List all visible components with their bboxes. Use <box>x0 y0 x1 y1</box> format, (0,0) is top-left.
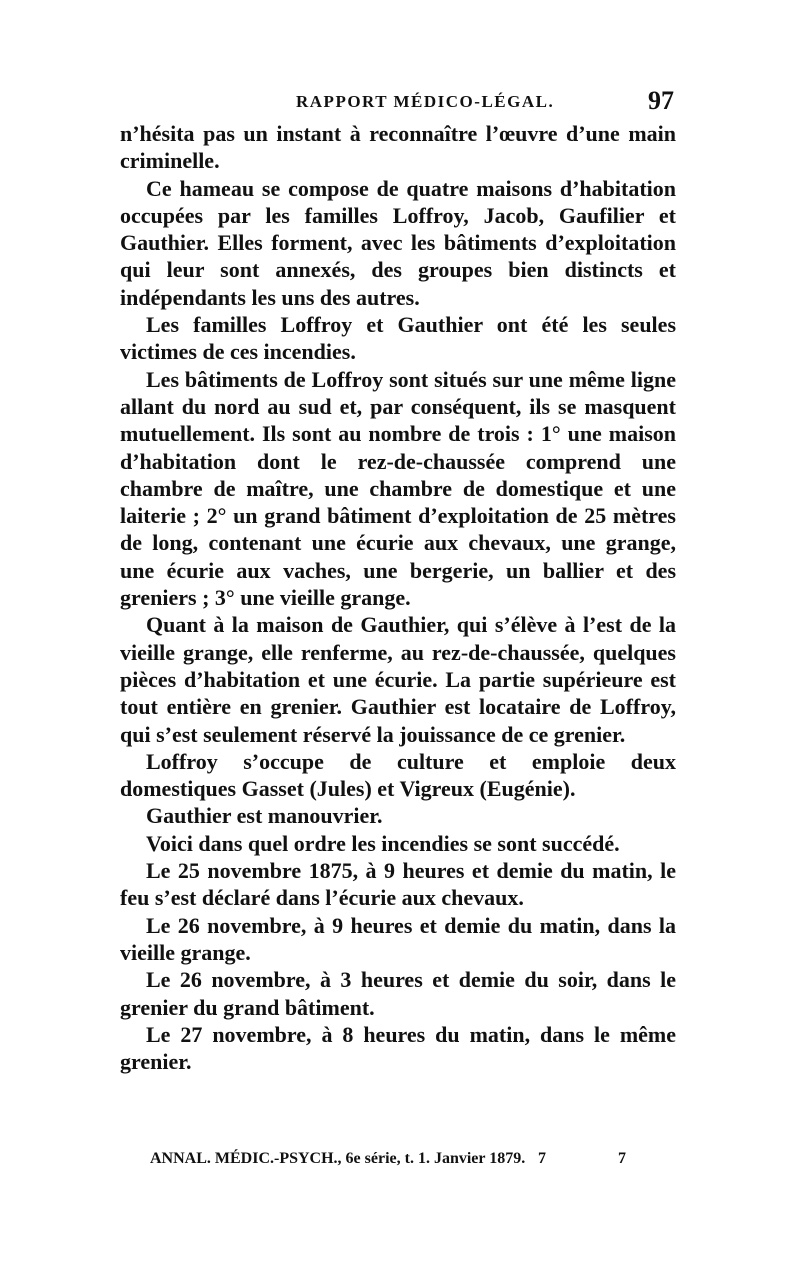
paragraph: Loffroy s’occupe de culture et emploie deux domestiques Gasset (Jules) et Vigreux (Eugénie). <box>120 748 676 802</box>
signature-mark: 7 <box>618 1150 626 1167</box>
page-footer <box>150 1150 650 1168</box>
paragraph: Le 27 novembre, à 8 heures du matin, dans le même grenier. <box>120 1021 676 1075</box>
paragraph: Ce hameau se compose de quatre maisons d’habitation occupées par les familles Loffroy, Jacob, Gaufilier et Gauthier. Elles forment, avec les bâtiments d’exploitation qui leur sont annexés, des groupes bien distincts et indépendants les uns des autres. <box>120 175 676 310</box>
paragraph: Le 26 novembre, à 3 heures et demie du soir, dans le grenier du grand bâtiment. <box>120 967 676 1020</box>
paragraph: Les familles Loffroy et Gauthier ont été les seules victimes de ces incendies. <box>120 312 676 365</box>
page-number: 97 <box>648 86 674 115</box>
footer-citation: ANNAL. MÉDIC.-PSYCH., 6e série, t. 1. Janvier 1879. <box>150 1150 526 1167</box>
book-page <box>120 86 676 1075</box>
paragraph: Le 25 novembre 1875, à 9 heures et demie du matin, le feu s’est déclaré dans l’écurie aux chevaux. <box>120 858 676 911</box>
paragraph: Gauthier est manouvrier. <box>146 803 383 829</box>
running-head <box>120 86 676 120</box>
paragraph: Les bâtiments de Loffroy sont situés sur une même ligne allant du nord au sud et, par conséquent, ils se masquent mutuellement. Ils sont au nombre de trois : 1° une maison d’habitation dont le rez-de-chaussée comprend une chambre de maître, une chambre de domestique et une laiterie ; 2° un grand bâtiment d’exploitation de 25 mètres de long, contenant une écurie aux chevaux, une grange, une écurie aux vaches, une bergerie, un ballier et des greniers ; 3° une vieille grange. <box>120 366 676 611</box>
paragraph: Quant à la maison de Gauthier, qui s’élève à l’est de la vieille grange, elle renferme, au rez-de-chaussée, quelques pièces d’habitation et une écurie. La partie supérieure est tout entière en grenier. Gauthier est locataire de Loffroy, qui s’est seulement réservé la jouissance de ce grenier. <box>120 612 676 747</box>
signature-mark: 7 <box>538 1150 546 1167</box>
paragraph-continued: n’hésita pas un instant à reconnaître l’œuvre d’une main criminelle. <box>120 121 676 174</box>
running-title: RAPPORT MÉDICO-LÉGAL. <box>296 92 555 111</box>
paragraph: Le 26 novembre, à 9 heures et demie du matin, dans la vieille grange. <box>120 912 676 965</box>
paragraph: Voici dans quel ordre les incendies se sont succédé. <box>146 830 620 856</box>
body-text <box>120 120 676 1075</box>
